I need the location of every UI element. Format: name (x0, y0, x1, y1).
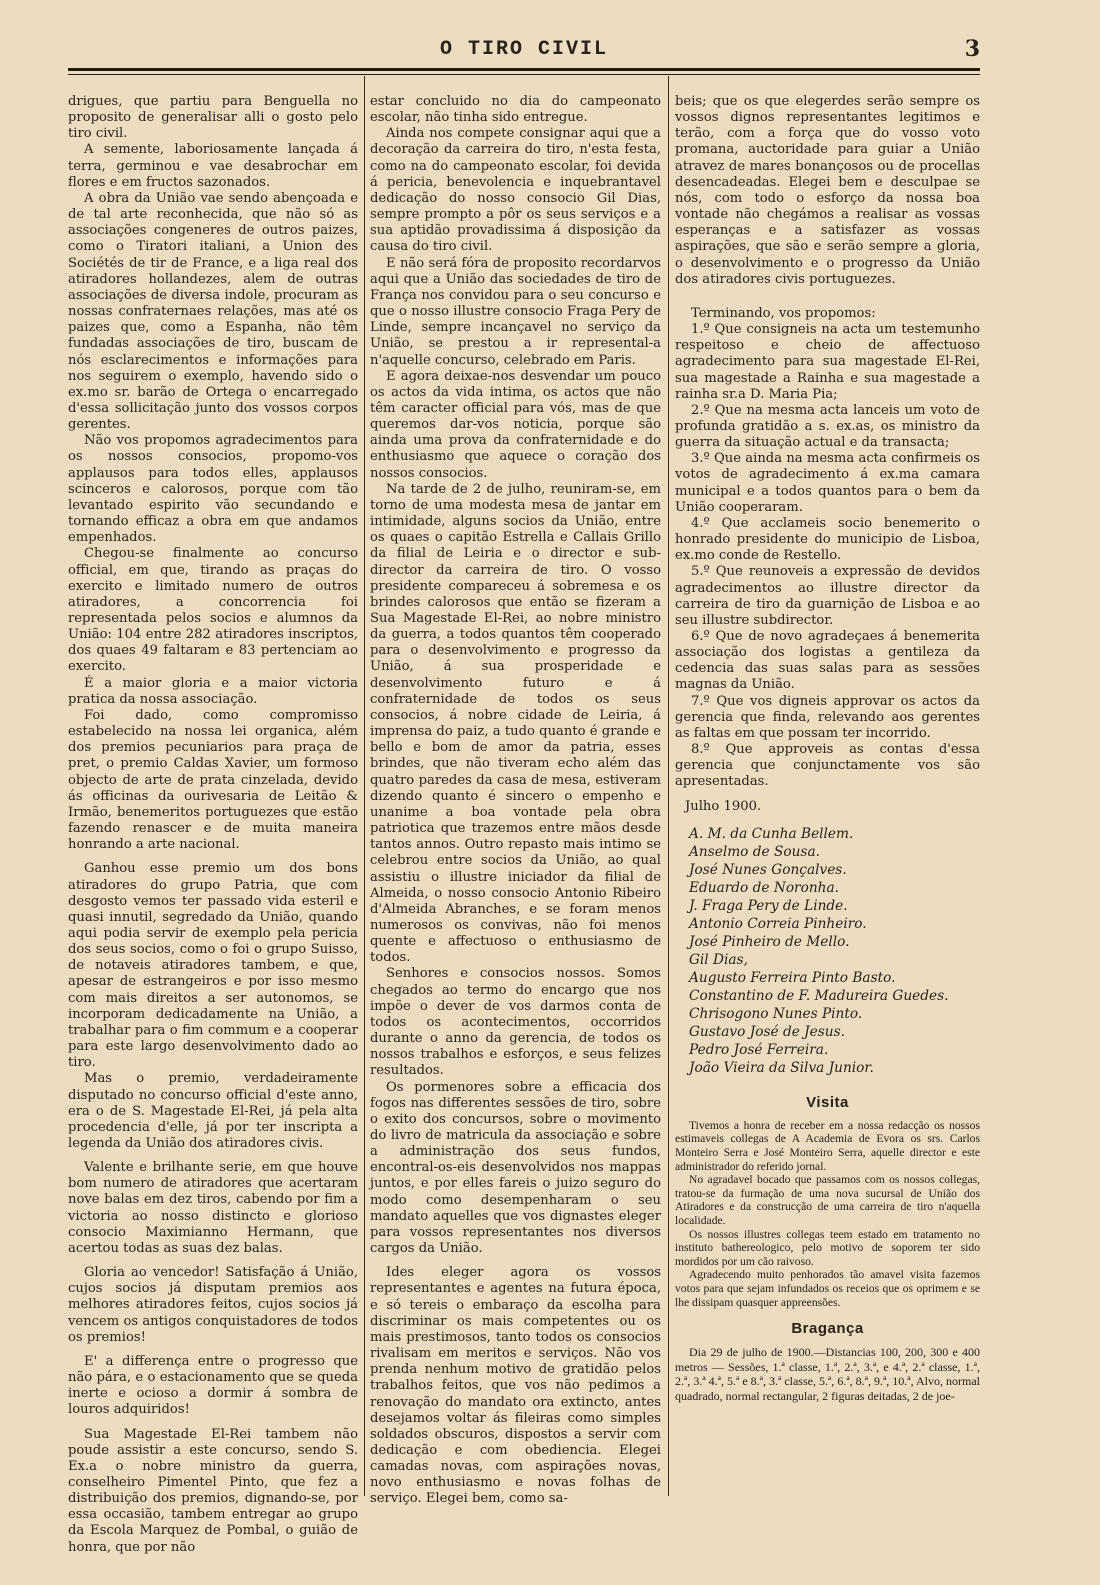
paragraph: Valente e brilhante serie, em que houve bom numero de atiradores que acertaram nove balas em dez tiros, cabendo por fim a victoria ao nosso distincto e glorioso consocio Maximianno Hermann, que acertou todas as suas dez balas. (68, 1160, 358, 1256)
paragraph: Mas o premio, verdadeiramente disputado no concurso official d'este anno, era o de S. Magestade El-Rei, já pela alta procedencia d'elle, já por ter inscripta a legenda da União dos atiradores civis. (68, 1071, 358, 1151)
paragraph: beis; que os que elegerdes serão sempre os vossos dignos representantes legitimos e terão, com a força que do vosso voto promana, auctoridade para guiar a União atravez de mares bonançosos ou de procellas desencadeadas. Elegei bem e desculpae se nós, com todo o esforço da nossa boa vontade não chegámos a realisar as vossas esperanças e a satisfazer as vossas aspirações, que são e serão sempre a gloria, o desenvolvimento e o progresso da União dos atiradores civis portuguezes. (675, 94, 980, 287)
page-number: 3 (964, 36, 980, 62)
proposal-item: 2.º Que na mesma acta lanceis um voto de profunda gratidão a s. ex.as, os ministro da guerra da situação actual e da transacta; (675, 402, 980, 451)
paragraph: Ganhou esse premio um dos bons atiradores do grupo Patria, que com desgosto vemos ter passado vida esteril e quasi innutil, segredado da União, quando aqui podia servir de exemplo pela pericia dos seus socios, como o foi o grupo Suisso, de notaveis atiradores tambem, e que, apesar de estrangeiros e por isso mesmo com mais direitos a ser autonomos, se incorporam dedicadamente na União, a trabalhar para o fim commum e a cooperar para este largo desenvolvimento dado ao tiro. (68, 861, 358, 1071)
column-divider-2 (668, 76, 669, 1496)
proposal-item: 5.º Que reunoveis a expressão de devidos agradecimentos ao illustre director da carreira de tiro da guarnição de Lisboa e ao seu illustre subdirector. (675, 564, 980, 628)
visita-article (675, 1119, 980, 1309)
signatory: Gustavo José de Jesus. (689, 1023, 845, 1040)
column-1 (68, 94, 358, 1556)
signatory: João Vieira da Silva Junior. (689, 1059, 874, 1076)
proposal-item: 1.º Que consigneis na acta um testemunho respeitoso e cheio de affectuoso agradecimento para sua magestade El-Rei, sua magestade a Rainha e sua magestade a rainha sr.a D. Maria Pia; (675, 322, 980, 402)
signatory: Antonio Correia Pinheiro. (689, 915, 867, 932)
column-2 (370, 94, 661, 1508)
signatory: José Pinheiro de Mello. (689, 933, 850, 950)
column-divider-1 (364, 76, 365, 1496)
proposal-item: 7.º Que vos digneis approvar os actos da gerencia que finda, relevando aos gerentes as faltas em que possam ter incorrido. (675, 693, 980, 741)
paragraph: Não vos propomos agradecimentos para os nossos consocios, propomo-vos applausos para todos elles, applausos scinceros e calorosos, porque com tão levantado espirito vão secundando e tornando efficaz a obra em que andamos empenhados. (68, 433, 358, 546)
signatory: J. Fraga Pery de Linde. (689, 897, 848, 914)
signatory: Gil Dias, (689, 951, 748, 968)
paragraph: Dia 29 de julho de 1900.—Distancias 100, 200, 300 e 400 metros — Sessões, 1.ª classe, 1.ª, 2.ª, 3.ª, e 4.ª, 2.ª classe, 1.ª, 2.ª, 3.ª 4.ª, 5.ª e 8.ª, 3.ª classe, 5.ª, 6.ª, 8.ª, 9.ª, 10.ª, Alvo, normal quadrado, normal rectangular, 2 figuras deitadas, 2 de joe- (675, 1345, 980, 1403)
paragraph: Os pormenores sobre a efficacia dos fogos nas differentes sessões de tiro, sobre o exito dos concursos, sobre o movimento do livro de matricula da associação e sobre a administração dos seus fundos, encontral-os-eis desenvolvidos nos mappas juntos, e por elles fareis o juizo seguro do modo como desempenharam o seu mandato aquelles que vos dignastes eleger para vossos representantes nos diversos cargos da União. (370, 1079, 661, 1257)
proposals-heading: Terminando, vos propomos: (691, 305, 876, 321)
signatory: A. M. da Cunha Bellem. (689, 825, 854, 842)
paragraph: No agradavel bocado que passamos com os nossos collegas, tratou-se da furmação de uma nova sucursal de União dos Atiradores e da construcção de uma carreira de tiro n'aquella localidade. (675, 1173, 980, 1228)
signatory: José Nunes Gonçalves. (689, 861, 847, 878)
paragraph: A semente, laboriosamente lançada á terra, germinou e vae desabrochar em flores e em fructos sazonados. (68, 142, 358, 190)
braganca-article (675, 1345, 980, 1403)
newspaper-title: O TIRO CIVIL (439, 38, 609, 61)
paragraph: Foi dado, como compromisso estabelecido na nossa lei organica, além dos premios pecuniarios para praça de pret, o premio Caldas Xavier, um formoso objecto de arte de prata cinzelada, devido ás officinas da ourivesaria de Leitão & Irmão, benemeritos portuguezes que estão fazendo renascer e de muita maneira honrando a arte nacional. (68, 707, 358, 853)
paragraph: Chegou-se finalmente ao concurso official, em que, tirando as praças do exercito e limitado numero de outros atiradores, a concorrencia foi representada pelos socios e alumnos da União: 104 entre 282 atiradores inscriptos, dos quaes 49 faltaram e 83 pertenciam ao exercito. (68, 546, 358, 675)
paragraph: estar concluido no dia do campeonato escolar, não tinha sido entregue. (370, 94, 661, 126)
paragraph: E não será fóra de proposito recordarvos aqui que a União das sociedades de tiro de França nos convidou para o seu concurso e que o nosso illustre consocio Fraga Pery de Linde, sempre incançavel no serviço da União, se prestou a ir represental-a n'aquelle concurso, celebrado em Paris. (370, 255, 661, 368)
paragraph: Senhores e consocios nossos. Somos chegados ao termo do encargo que nos impõe o dever de vos darmos conta de todos os acontecimentos, occorridos durante o anno da gerencia, de todos os nossos trabalhos e esforços, e seus felizes resultados. (370, 966, 661, 1079)
paragraph: E' a differença entre o progresso que não pára, e o estacionamento que se queda inerte e ocioso a dormir á sombra de louros adquiridos! (68, 1353, 358, 1418)
signatory: Augusto Ferreira Pinto Basto. (689, 969, 896, 986)
signatory: Eduardo de Noronha. (689, 879, 839, 896)
paragraph: Na tarde de 2 de julho, reuniram-se, em torno de uma modesta mesa de jantar em intimidade, alguns socios da União, entre os quaes o capitão Estrella e Callais Grillo da filial de Leiria e o director e sub-director da carreira de tiro. O vosso presidente compareceu á sobremesa e os brindes calorosos que então se fizeram a Sua Magestade El-Rei, ao nobre ministro da guerra, a todos quantos têm cooperado para o desenvolvimento e progresso da União, á sua prosperidade e desenvolvimento futuro e á confraternidade de todos os seus consocios, á nobre cidade de Leiria, á imprensa do paiz, a tudo quanto é grande e bello e bom de amor da patria, esses brindes, que não tiveram echo além das quatro paredes da casa de mesa, estiveram dizendo quanto é sincero o empenho e unanime a boa vontade pela obra patriotica que trazemos entre mãos desde tantos annos. Outro repasto mais intimo se celebrou entre socios da União, ao qual assistiu o illustre iniciador da filial de Almeida, o nosso consocio Antonio Ribeiro d'Almeida Abranches, e se foram menos numerosos os convivas, não foi menos quente e affectuoso o enthusiasmo de todos. (370, 481, 661, 966)
paragraph: Ides eleger agora os vossos representantes e agentes na futura época, e só tereis o embaraço da escolha para discriminar os mais competentes ou os mais prestimosos, tanto todos os consocios rivalisam em meritos e serviços. Não vos prenda nenhum motivo de gratidão pelos trabalhos feitos, que vos não pedimos a renovação do mandato ora extincto, antes desejamos voltar ás fileiras como simples soldados obscuros, dispostos a servir com dedicação e com obediencia. Elegei camadas novas, com aspirações novas, novo enthusiasmo e novas folhas de serviço. Elegei bem, como sa- (370, 1265, 661, 1507)
paragraph: Os nossos illustres collegas teem estado em tratamento no instituto bathereologico, pelo motivo de soporem ter sido mordidos por um cão raivoso. (675, 1227, 980, 1268)
paragraph: É a maior gloria e a maior victoria pratica da nossa associação. (68, 675, 358, 707)
proposal-item: 4.º Que acclameis socio benemerito o honrado presidente do municipio de Lisboa, ex.mo conde de Restello. (675, 515, 980, 564)
visita-heading: Visita (806, 1093, 849, 1111)
header-rule-thick (68, 68, 980, 71)
paragraph: E agora deixae-nos desvendar um pouco os actos da vida intima, os actos que não têm caracter official para vós, mas de que queremos dar-vos noticia, porque são ainda uma prova da confraternidade e do enthusiasmo que aquece o coração dos nossos consocios. (370, 368, 661, 481)
paragraph: Tivemos a honra de receber em a nossa redacção os nossos estimaveis collegas de A Academia de Evora os srs. Carlos Monteiro Serra e José Monteiro Serra, aquelle director e este administrador do referido jornal. (675, 1118, 980, 1173)
signature-list (689, 825, 980, 1077)
header-rule-thin (68, 74, 980, 75)
braganca-heading: Bragança (791, 1320, 864, 1338)
proposal-item: 8.º Que approveis as contas d'essa gerencia que conjunctamente vos são apresentadas. (675, 742, 980, 790)
signatory: Pedro José Ferreira. (689, 1041, 829, 1058)
paragraph: Sua Magestade El-Rei tambem não poude assistir a este concurso, sendo S. Ex.a o nobre ministro da guerra, conselheiro Pimentel Pinto, que fez a distribuição dos premios, dignando-se, por essa occasião, tambem entregar ao grupo da Escola Marquez de Pombal, o guião de honra, que por não (68, 1426, 358, 1555)
report-date: Julho 1900. (685, 798, 762, 814)
column-3 (675, 94, 980, 1403)
signatory: Anselmo de Sousa. (689, 843, 820, 860)
signatory: Constantino de F. Madureira Guedes. (689, 987, 949, 1004)
masthead (68, 30, 980, 60)
paragraph: Gloria ao vencedor! Satisfação á União, cujos socios já disputam premios aos melhores atiradores feitos, cujos socios já vencem os antigos conquistadores de todos os premios! (68, 1265, 358, 1345)
paragraph: Ainda nos compete consignar aqui que a decoração da carreira do tiro, n'esta festa, como na do campeonato escolar, foi devida á pericia, benevolencia e inquebrantavel dedicação do nosso consocio Gil Dias, sempre prompto a pôr os seus serviços e a sua aptidão provadissima á disposição da causa do tiro civil. (370, 126, 661, 255)
signatory: Chrisogono Nunes Pinto. (689, 1005, 863, 1022)
paragraph: A obra da União vae sendo abençoada e de tal arte reconhecida, que não só as associações congeneres de outros paizes, como o Tiratori italiani, a Union des Sociétés de tir de France, e a liga real dos atiradores hollandezes, alem de outras associações de diversa indole, procuram as nossas confraternaes relações, mas até os paizes que, como a Espanha, não têm fundadas associações de tiro, buscam de nós esclarecimentos e informações para nos seguirem o exemplo, havendo sido o ex.mo sr. barão de Ortega o encarregado d'essa sollicitação junto dos vossos corpos gerentes. (68, 190, 358, 433)
proposal-item: 6.º Que de novo agradeçaes á benemerita associação dos logistas a gentileza da cedencia das suas salas para as sessões magnas da União. (675, 629, 980, 693)
paragraph: drigues, que partiu para Benguella no proposito de generalisar alli o gosto pelo tiro civil. (68, 94, 358, 142)
proposal-item: 3.º Que ainda na mesma acta confirmeis os votos de agradecimento á ex.ma camara municipal e a todos quantos para o bem da União cooperaram. (675, 451, 980, 515)
paragraph: Agradecendo muito penhorados tão amavel visita fazemos votos para que sejam infundados os receios que os oprimem e se lhe dissipam quasquer appreensões. (675, 1268, 980, 1309)
